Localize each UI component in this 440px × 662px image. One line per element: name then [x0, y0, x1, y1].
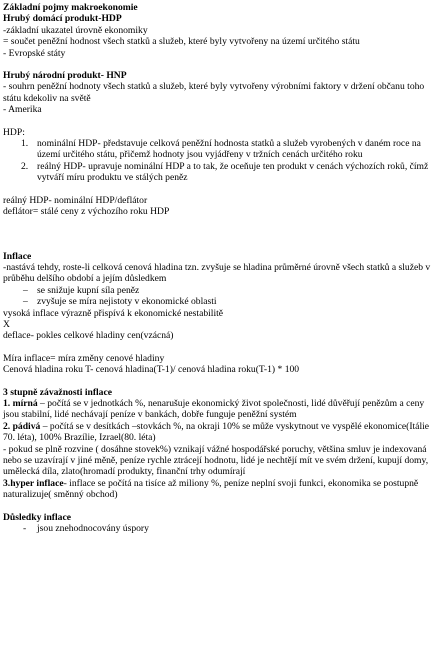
- bullet-item: [3, 523, 432, 534]
- bullet-item: [3, 296, 432, 307]
- dusledky-heading: Důsledky inflace: [3, 511, 71, 523]
- formula-line: deflátor= stálé ceny z výchozího roku HDP: [3, 206, 170, 218]
- hdp-line: = součet peněžní hodnost všech statků a služeb, které byly vytvořeny na území určitého státu: [3, 36, 360, 48]
- hdp-types-label: HDP:: [3, 126, 25, 138]
- dash-bullet-icon: –: [23, 296, 28, 308]
- stupne-item: [3, 444, 432, 478]
- stupne-item: [3, 421, 432, 444]
- inflace-line: X: [3, 318, 10, 330]
- stupne-text: – počítá se v jednotkách %, nenarušuje ekonomický život společnosti, lidé důvěřují penězům a ceny jsou stabilní, lidé nechávají peníze v bankách, dobře funguje peněžní systém: [3, 397, 425, 421]
- dash-bullet-icon: –: [23, 284, 28, 296]
- stupne-label: 3.hyper inflace: [3, 477, 64, 489]
- list-item-text: nominální HDP- představuje celková peněžní hodnosta statků a služeb vyrobených v daném roce na území určitého státu, přičemž hodnoty jsou vyjádřeny v tržních cenách určitého roku: [37, 138, 421, 161]
- stupne-text: - inflace se počítá na tisíce až miliony %, peníze neplní svoji funkci, ekonomika se postupně naturalizuje( směnný obchod): [3, 477, 419, 501]
- hnp-line: - Amerika: [3, 104, 42, 116]
- bullet-text: jsou znehodnocovány úspory: [37, 523, 149, 535]
- inflace-intro: -nastává tehdy, roste-li celková cenová hladina tzn. zvyšuje se hladina průměrné úrovně všech statků a služeb v průběhu delšího období a jejím důsledkem: [3, 261, 431, 285]
- stupne-item: [3, 478, 432, 501]
- stupne-label: 2. pádivá: [3, 420, 41, 432]
- inflace-heading: Inflace: [3, 250, 32, 262]
- bullet-item: [3, 285, 432, 296]
- stupne-label: 1. mírná: [3, 397, 38, 409]
- hdp-line: -základní ukazatel úrovně ekonomiky: [3, 24, 148, 36]
- stupne-item: [3, 398, 432, 421]
- hnp-heading: Hrubý národní produkt- HNP: [3, 70, 127, 82]
- bullet-text: se snižuje kupní síla peněz: [37, 284, 140, 296]
- inflace-line: deflace- pokles celkové hladiny cen(vzácná): [3, 330, 174, 342]
- stupne-heading: 3 stupně závažnosti inflace: [3, 386, 112, 398]
- hdp-heading: Hrubý domácí produkt-HDP: [3, 13, 122, 25]
- hnp-line: - souhrn peněžní hodnoty všech statků a služeb, které byly vytvořeny výrobními faktory v držení občanu toho státu kdekoliv na světě: [3, 81, 425, 104]
- inflace-line: vysoká inflace výrazně přispívá k ekonomické nestabilitě: [3, 307, 224, 319]
- list-item: [3, 161, 432, 184]
- stupne-text: - pokud se plně rozvine ( dosáhne stovek%) vznikají vážné hospodářské poruchy, většina smluv je indexovaná nebo se uzavírají v jiné měně, peníze rychle ztrácejí hodnotu, lidé je nechtějí mít ve svém držení, kupují domy, umělecká díla, zlato(hromadí produkty, finanční trhy odumírají: [3, 443, 429, 478]
- hdp-line: - Evropské státy: [3, 47, 66, 59]
- list-number: 2.: [21, 160, 29, 172]
- list-item: [3, 138, 432, 161]
- dash-bullet-icon: -: [23, 523, 27, 535]
- list-item-text: reálný HDP- upravuje nominální HDP a to tak, že oceňuje ten produkt v cenách výchozích roků, čímž vytváří míru produktu ve stálých peněz: [37, 160, 429, 184]
- formula-line: Míra inflace= míra změny cenové hladiny: [3, 352, 165, 364]
- list-number: 1.: [21, 138, 29, 150]
- hdp-types-list: [3, 138, 432, 184]
- stupne-text: – počítá se v desítkách –stovkách %, na okraji 10% se může vyskytnout ve vyspělé ekonomice(Itálie 70. léta), 100% Brazílie, Izrael(80. léta): [3, 420, 430, 444]
- document-title: Základní pojmy makroekonomie: [3, 2, 138, 13]
- bullet-text: zvyšuje se míra nejistoty v ekonomické oblasti: [37, 296, 217, 308]
- formula-line: Cenová hladina roku T- cenová hladina(T-1)/ cenová hladina roku(T-1) * 100: [3, 364, 300, 376]
- formula-line: reálný HDP- nominální HDP/deflátor: [3, 194, 148, 206]
